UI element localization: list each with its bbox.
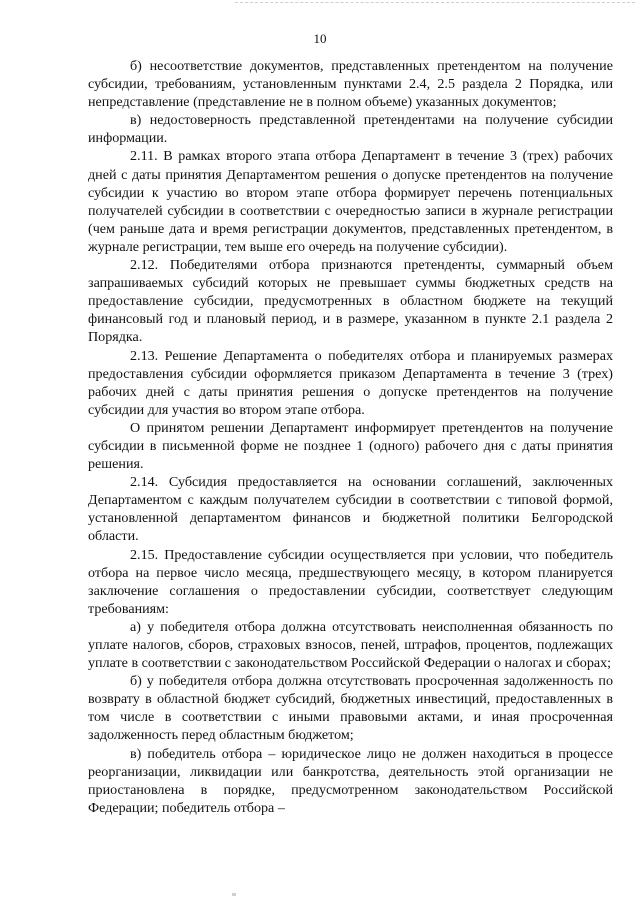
paragraph-2-12: 2.12. Победителями отбора признаются претенденты, суммарный объем запрашиваемых субсидий которых не превышает суммы бюджетных средств на предоставление субсидии, предусмотренных в областном бюджете на текущий финансовый год и плановый период, и в размере, указанном в пункте 2.1 раздела 2 Порядка.: [88, 257, 613, 346]
paragraph-2-14: 2.14. Субсидия предоставляется на основании соглашений, заключенных Департаментом с каждым получателем субсидии в соответствии с типовой формой, установленной департаментом финансов и бюджетной политики Белгородской области.: [88, 474, 613, 545]
paragraph-2-15: 2.15. Предоставление субсидии осуществляется при условии, что победитель отбора на первое число месяца, предшествующего месяцу, в котором планируется заключение соглашения о предоставлении субсидии, соответствует следующим требованиям:: [88, 546, 613, 617]
paragraph-b-noncompliance: б) несоответствие документов, представленных претендентом на получение субсидии, требованиям, установленным пунктами 2.4, 2.5 раздела 2 Порядка, или непредставление (представление не в полном объеме) указанных документов;: [88, 58, 613, 111]
scan-speck: [232, 893, 236, 896]
page-number: 10: [313, 31, 327, 46]
paragraph-b-overdue-debt: б) у победителя отбора должна отсутствовать просроченная задолженность по возврату в областной бюджет субсидий, бюджетных инвестиций, предоставленных в том числе в соответствии с иными правовыми актами, и иная просроченная задолженность перед областным бюджетом;: [88, 673, 613, 744]
paragraph-decision-notice: О принятом решении Департамент информирует претендентов на получение субсидии в письменной форме не позднее 1 (одного) рабочего дня с даты принятия решения.: [88, 419, 613, 473]
paragraph-2-13: 2.13. Решение Департамента о победителях отбора и планируемых размерах предоставления субсидии оформляется приказом Департамента в течение 3 (трех) рабочих дней с даты принятия решения о допуске претендентов на получение субсидии для участия во втором этапе отбора.: [88, 347, 613, 418]
scan-edge-line: [235, 2, 635, 3]
paragraph-2-11: 2.11. В рамках второго этапа отбора Департамент в течение 3 (трех) рабочих дней с даты принятия Департаментом решения о допуске претендентов на получение субсидии к участию во втором этапе отбора формирует перечень потенциальных получателей субсидии в соответствии с очередностью записи в журнале регистрации (чем раньше дата и время регистрации документов, представленных претендентом, в журнале регистрации, тем выше его очередь на получение субсидии).: [88, 148, 613, 255]
paragraph-v-legal-entity: в) победитель отбора – юридическое лицо не должен находиться в процессе реорганизации, ликвидации или банкротства, деятельность этой организации не приостановлена в порядке, предусмотренном законодательством Российской Федерации; победитель отбора –: [88, 745, 613, 816]
document-body: [88, 57, 613, 817]
paragraph-v-unreliable-info: в) недостоверность представленной претендентами на получение субсидии информации.: [88, 112, 613, 147]
paragraph-a-tax-obligations: а) у победителя отбора должна отсутствовать неисполненная обязанность по уплате налогов, сборов, страховых взносов, пеней, штрафов, процентов, подлежащих уплате в соответствии с законодательством Российской Федерации о налогах и сборах;: [88, 618, 613, 672]
